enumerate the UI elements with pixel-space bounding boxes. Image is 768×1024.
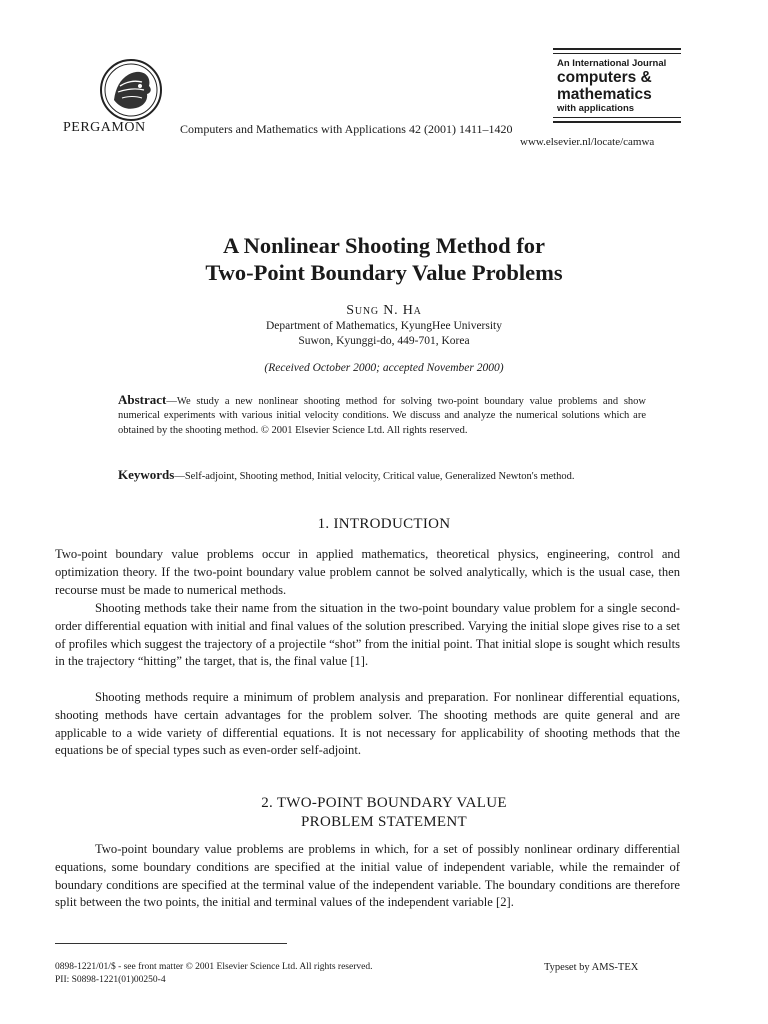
- pergamon-logo: [96, 56, 166, 124]
- received-dates: (Received October 2000; accepted November 2000): [264, 362, 504, 374]
- section-heading-problem-statement: [0, 794, 768, 832]
- masthead-line1: computers &: [557, 69, 652, 86]
- journal-citation: Computers and Mathematics with Applications 42 (2001) 1411–1420: [180, 122, 513, 136]
- paragraph-text: Shooting methods take their name from the situation in the two-point boundary value problem for a single second-order differential equation with initial and final values of the solution prescribed. Varying the initial slope gives rise to a set of profiles which suggest the trajectory of a projectile “shot” from the initial point. That initial slope is sought which results in the trajectory “hitting” the target, that is, the final value [1].: [55, 601, 680, 669]
- keywords-label: Keywords: [118, 467, 175, 482]
- paragraph: [55, 546, 680, 599]
- paragraph: [55, 600, 680, 671]
- paragraph: [55, 689, 680, 760]
- abstract: [118, 393, 646, 438]
- section-heading-introduction: 1. INTRODUCTION: [317, 516, 451, 532]
- keywords: [118, 468, 646, 484]
- abstract-label: Abstract: [118, 392, 167, 407]
- keywords-text: —Self-adjoint, Shooting method, Initial velocity, Critical value, Generalized Newton's method.: [174, 471, 575, 482]
- author-name: Sung N. Ha: [346, 303, 422, 318]
- affiliation-line-2: Suwon, Kyunggi-do, 449-701, Korea: [298, 335, 470, 347]
- paragraph-text: Two-point boundary value problems are problems in which, for a set of possibly nonlinear ordinary differential equations, some boundary conditions are specified at the initial value of independent variable, while the remainder of boundary conditions are specified at the terminal value of the independent variable. The boundary conditions are therefore split between the two points, the initial and terminal values of the independent variable [2].: [55, 842, 680, 910]
- title-line-2: Two-Point Boundary Value Problems: [205, 260, 563, 285]
- paragraph-text: Shooting methods require a minimum of problem analysis and preparation. For nonlinear differential equations, shooting methods have certain advantages for the problem solver. The shooting methods are quite general and are applicable to a wide variety of differential equations. It is not necessary for applicability of shooting methods that the equations be of special types such as even-order self-adjoint.: [55, 690, 680, 758]
- masthead-sub: with applications: [557, 103, 635, 114]
- journal-url[interactable]: www.elsevier.nl/locate/camwa: [520, 136, 655, 148]
- footer-copyright: 0898-1221/01/$ - see front matter © 2001 Elsevier Science Ltd. All rights reserved.: [55, 962, 373, 972]
- masthead-rule-bottom: [553, 121, 681, 123]
- publisher-name: PERGAMON: [63, 120, 146, 135]
- section-2-line-1: 2. TWO-POINT BOUNDARY VALUE: [261, 795, 507, 811]
- paper-title: [0, 232, 768, 286]
- paragraph-text: Two-point boundary value problems occur in applied mathematics, theoretical physics, engineering, control and optimization theory. If the two-point boundary value problem cannot be solved analytically, which is the usual case, then recourse must be made to numerical methods.: [55, 547, 680, 597]
- section-2-line-2: PROBLEM STATEMENT: [301, 814, 467, 830]
- affiliation-line-1: Department of Mathematics, KyungHee University: [265, 320, 502, 332]
- abstract-text: —We study a new nonlinear shooting method for solving two-point boundary value problems and show numerical experiments with various initial velocity conditions. We discuss and analyze the numerical solutions which are obtained by the shooting method. © 2001 Elsevier Science Ltd. All rights reserved.: [118, 396, 646, 436]
- typeset-note: Typeset by AMS-TEX: [544, 962, 639, 973]
- masthead-pre: An International Journal: [557, 58, 667, 69]
- paragraph: [55, 841, 680, 912]
- footer-pii: PII: S0898-1221(01)00250-4: [55, 975, 166, 985]
- masthead-rule-top-thin: [553, 53, 681, 54]
- footnote-rule: [55, 943, 287, 944]
- masthead-line2: mathematics: [557, 86, 652, 103]
- journal-masthead: [553, 48, 681, 123]
- title-line-1: A Nonlinear Shooting Method for: [222, 233, 546, 258]
